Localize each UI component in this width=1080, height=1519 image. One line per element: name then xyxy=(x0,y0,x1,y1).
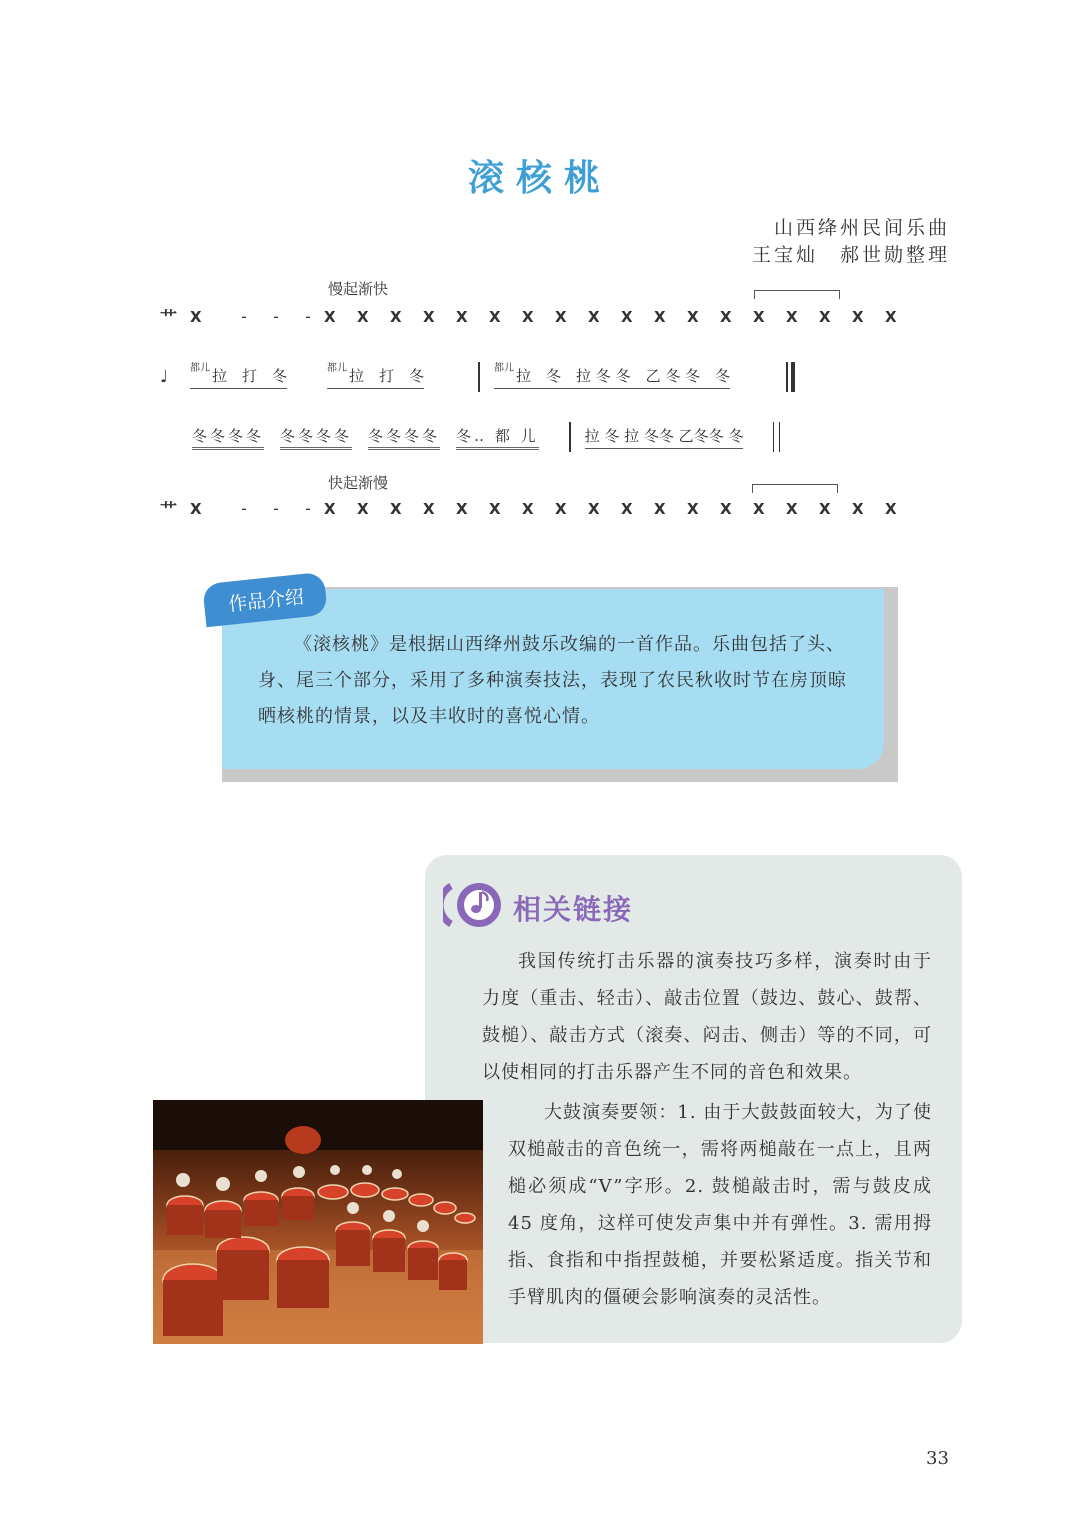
page-title: 滚核桃 xyxy=(467,158,612,199)
score-note: X xyxy=(720,500,732,518)
score-note: X xyxy=(654,500,666,518)
score-note: X xyxy=(324,308,336,326)
related-links-title: 相关链接 xyxy=(513,893,634,926)
score-note: X xyxy=(555,308,567,326)
intro-tag: 作品介绍 xyxy=(202,572,328,628)
score-note: X xyxy=(390,500,402,518)
repeat-bar-line xyxy=(786,362,795,392)
score-group: $^{都儿}$ 拉 打 冬 xyxy=(190,365,287,389)
tempo-marking-1: 慢起渐快 xyxy=(328,280,389,298)
dash: - xyxy=(305,307,311,326)
score-group: 拉 冬 拉 冬冬 乙冬冬 冬 xyxy=(585,425,744,449)
score-group: 冬冬冬冬 xyxy=(368,425,440,450)
instrument-symbol: 艹 xyxy=(160,501,177,521)
dash: - xyxy=(273,499,279,518)
score-row-2 xyxy=(160,362,795,392)
page-number: 33 xyxy=(926,1448,949,1469)
score-note: X xyxy=(885,500,897,518)
score-note: X xyxy=(753,500,765,518)
score-row-3 xyxy=(192,422,780,452)
drum-ensemble-photo xyxy=(153,1100,483,1344)
score-note: X xyxy=(786,308,798,326)
score-note: X xyxy=(687,308,699,326)
score-note: X xyxy=(852,308,864,326)
score-note: X xyxy=(324,500,336,518)
score-group: 冬‥ 都 儿 xyxy=(456,425,539,450)
bar-line xyxy=(478,362,480,392)
score-note: X xyxy=(357,308,369,326)
double-bar-line xyxy=(773,422,780,452)
note-run xyxy=(324,499,918,518)
score-note: X xyxy=(456,500,468,518)
bar-line xyxy=(569,422,571,452)
instrument-symbol: ♩ xyxy=(160,367,169,387)
score-note: X xyxy=(852,500,864,518)
score-group: 冬冬冬冬 xyxy=(280,425,352,450)
score-note: X xyxy=(390,308,402,326)
score-note: X xyxy=(687,500,699,518)
score-bracket xyxy=(754,290,840,299)
tempo-marking-2: 快起渐慢 xyxy=(328,474,389,492)
score-note: X xyxy=(621,500,633,518)
score-note: X xyxy=(423,308,435,326)
note-run xyxy=(324,307,918,326)
score-group: $^{都儿}$ 拉 打 冬 xyxy=(327,365,424,389)
score-note: X xyxy=(588,308,600,326)
score-note: X xyxy=(423,500,435,518)
score-row-1 xyxy=(160,304,918,329)
score-note: X xyxy=(489,500,501,518)
dash: - xyxy=(241,307,247,326)
score-note: X xyxy=(720,308,732,326)
score-note: X xyxy=(786,500,798,518)
dash: - xyxy=(241,499,247,518)
score-note: X xyxy=(654,308,666,326)
dash: - xyxy=(305,499,311,518)
score-row-4 xyxy=(160,496,918,521)
score-bracket xyxy=(752,484,838,493)
score-note: X xyxy=(357,500,369,518)
dash: - xyxy=(273,307,279,326)
music-note-icon xyxy=(443,880,505,930)
score-note: X xyxy=(819,500,831,518)
related-links-paragraph-1: 我国传统打击乐器的演奏技巧多样，演奏时由于力度（重击、轻击）、敲击位置（鼓边、鼓心、鼓帮、鼓槌）、敲击方式（滚奏、闷击、侧击）等的不同，可以使相同的打击乐器产生不同的音色和效果。 xyxy=(482,951,932,1083)
related-links-paragraph-2: 大鼓演奏要领：1. 由于大鼓鼓面较大，为了使双槌敲击的音色统一，需将两槌敲在一点上，且两槌必须成“V”字形。2. 鼓槌敲击时，需与鼓皮成 45 度角，这样可使发声集中并有弹性。3. 需用拇指、食指和中指捏鼓槌，并要松紧适度。指关节和手臂肌肉的僵硬会影响演奏的灵活性。 xyxy=(508,1102,932,1308)
score-note: X xyxy=(885,308,897,326)
fermata-note: X xyxy=(190,499,202,518)
score-note: X xyxy=(522,308,534,326)
score-note: X xyxy=(819,308,831,326)
score-note: X xyxy=(555,500,567,518)
score-group: 冬冬冬冬 xyxy=(192,425,264,450)
fermata-note: X xyxy=(190,307,202,326)
score-note: X xyxy=(489,308,501,326)
credit-arranger: 王宝灿 郝世勋整理 xyxy=(751,244,950,266)
score-note: X xyxy=(456,308,468,326)
score-note: X xyxy=(621,308,633,326)
intro-text: 《滚核桃》是根据山西绛州鼓乐改编的一首作品。乐曲包括了头、身、尾三个部分，采用了多种演奏技法，表现了农民秋收时节在房顶晾晒核桃的情景，以及丰收时的喜悦心情。 xyxy=(258,634,847,727)
credit-origin: 山西绛州民间乐曲 xyxy=(773,217,950,239)
score-note: X xyxy=(588,500,600,518)
score-note: X xyxy=(753,308,765,326)
score-group: $^{都儿}$ 拉 冬 拉 冬 冬 乙 冬 冬 冬 xyxy=(494,365,730,389)
instrument-symbol: 艹 xyxy=(160,309,177,329)
score-note: X xyxy=(522,500,534,518)
drum-score xyxy=(160,270,960,530)
